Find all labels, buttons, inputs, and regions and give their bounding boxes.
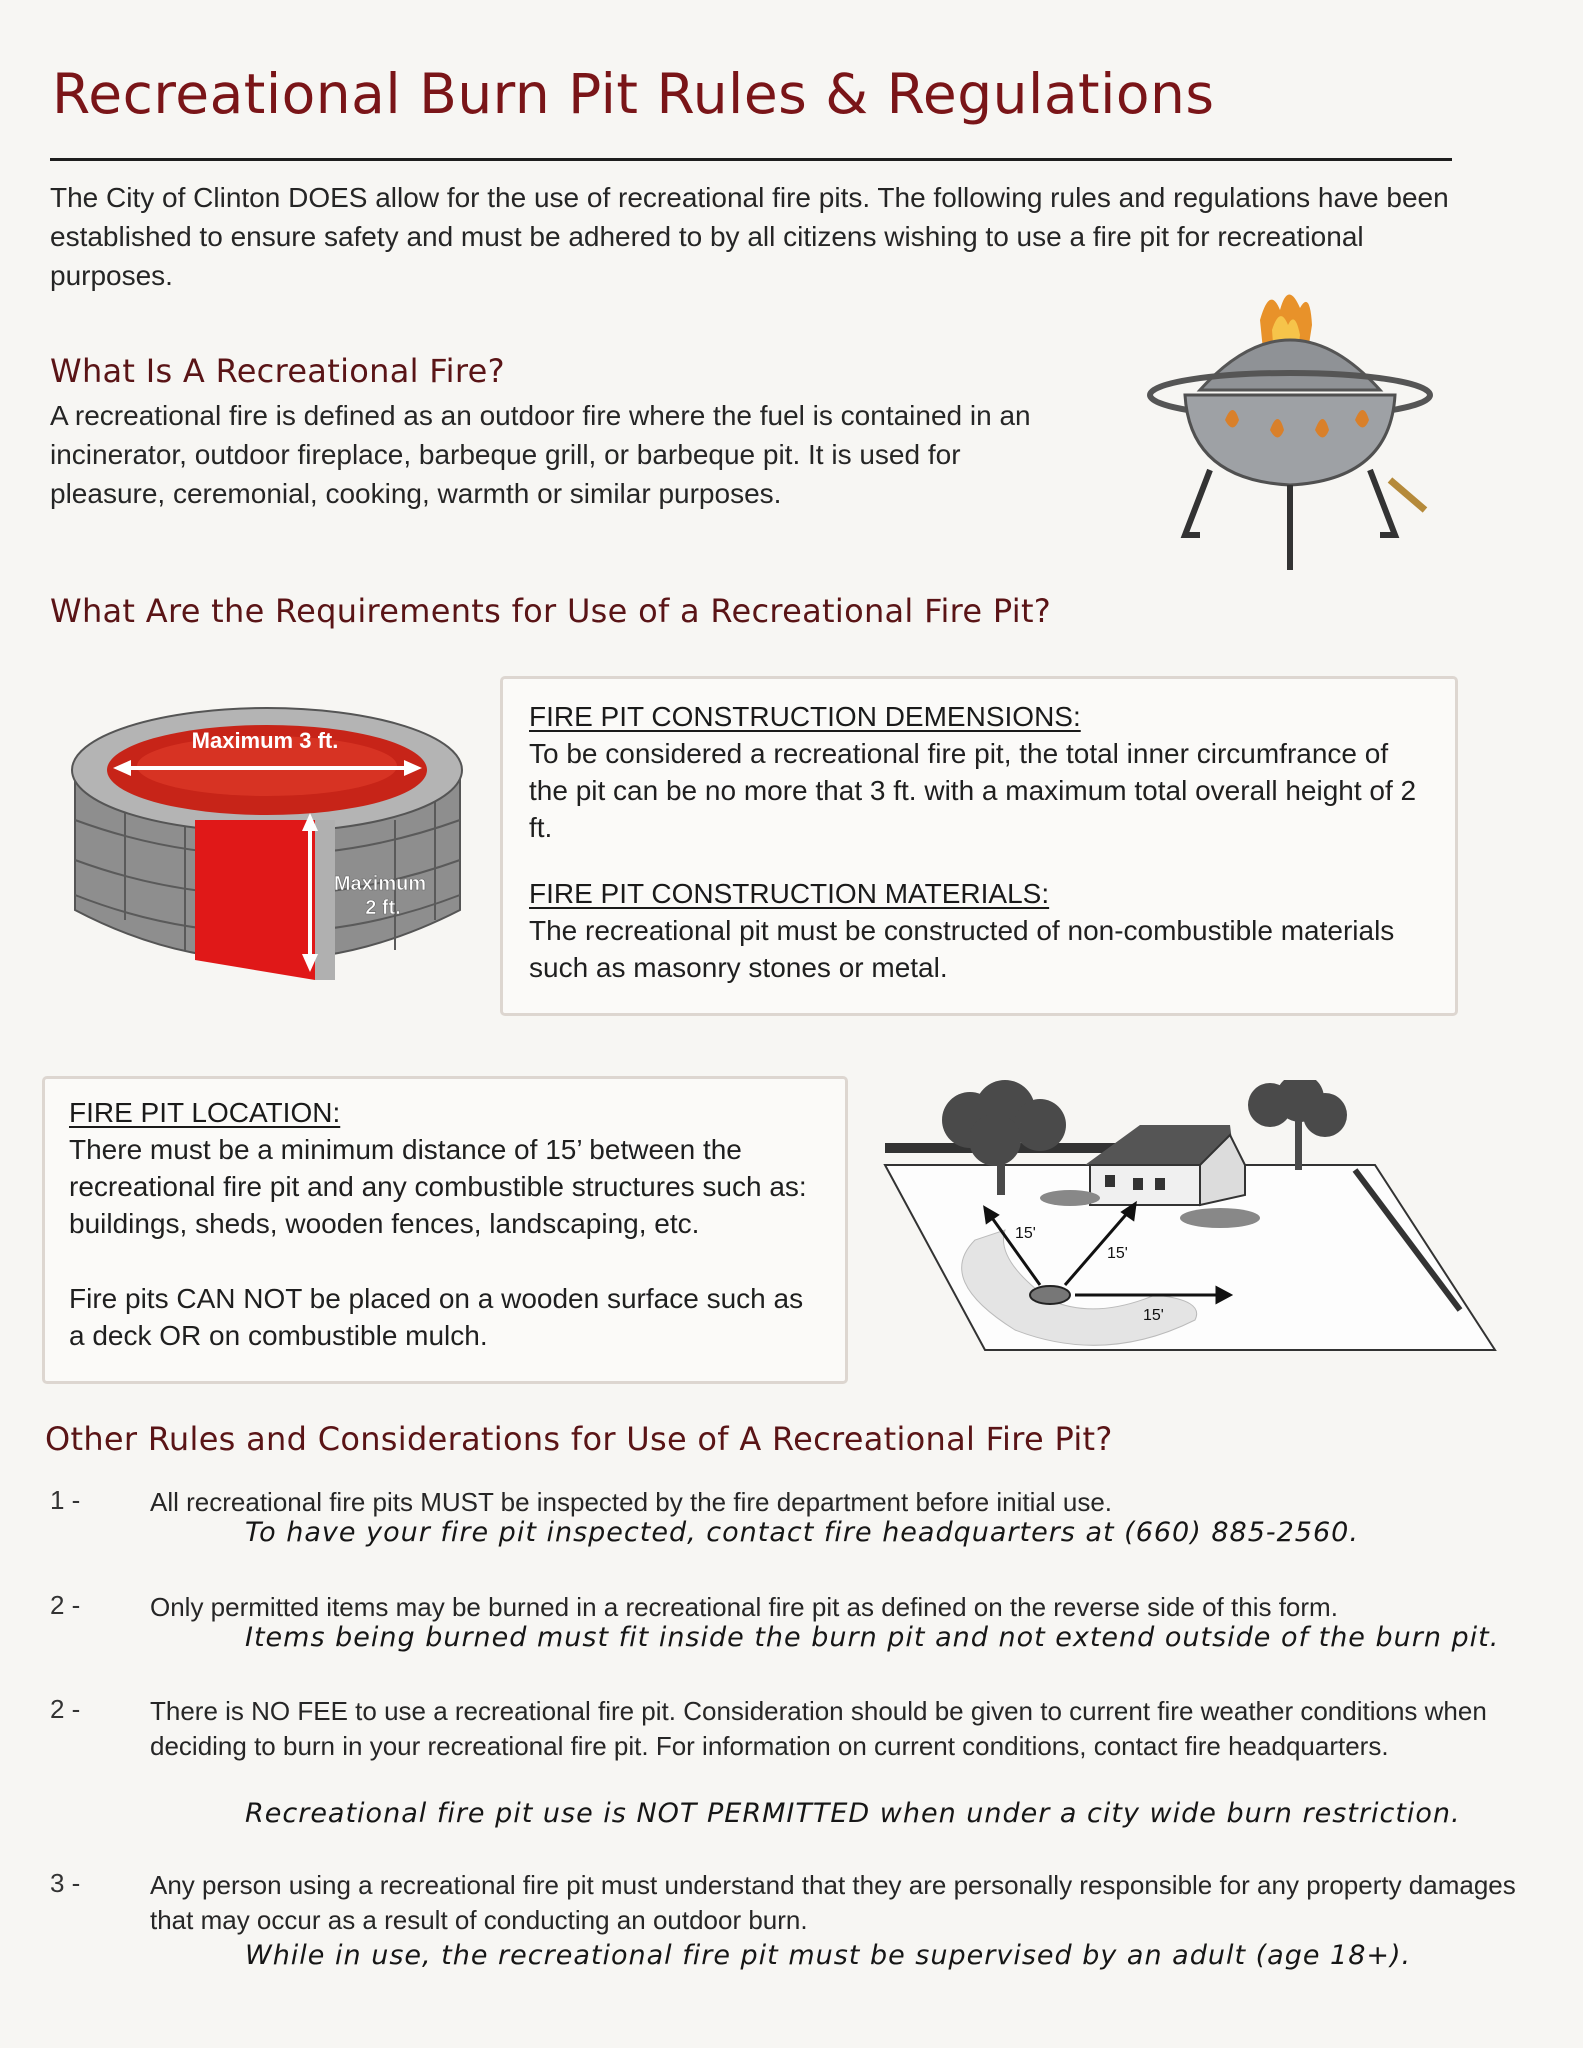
location-title: FIRE PIT LOCATION: [69, 1097, 341, 1128]
location-box [42, 1076, 848, 1384]
other-rules-heading: Other Rules and Considerations for Use of A Recreational Fire Pit? [45, 1420, 1113, 1458]
dimensions-text: To be considered a recreational fire pit, the total inner circumfrance of the pit can be no more that 3 ft. with a maximum total overall height of 2 ft. [529, 738, 1417, 843]
rule-number: 1 - [50, 1485, 81, 1515]
rule-text: All recreational fire pits MUST be inspected by the fire department before initial use. [150, 1487, 1112, 1517]
rule-note: Items being burned must fit inside the burn pit and not extend outside of the burn pit. [245, 1622, 1500, 1653]
intro-paragraph: The City of Clinton DOES allow for the use of recreational fire pits. The following rules and regulations have been established to ensure safety and must be adhered to by all citizens wishing to use a fire pit for recreational purposes. [50, 182, 1449, 291]
rule-note: Recreational fire pit use is NOT PERMITTED when under a city wide burn restriction. [245, 1798, 1461, 1829]
rule-text: Any person using a recreational fire pit must understand that they are personally responsible for any property damages that may occur as a result of conducting an outdoor burn. [150, 1870, 1516, 1935]
what-is-text: A recreational fire is defined as an outdoor fire where the fuel is contained in an incinerator, outdoor fireplace, barbeque grill, or barbeque pit. It is used for pleasure, ceremonial, cooking, warmth or similar purposes. [50, 400, 1031, 509]
location-text-2: Fire pits CAN NOT be placed on a wooden surface such as a deck OR on combustible mulch. [69, 1283, 804, 1351]
rule-number: 2 - [50, 1694, 81, 1724]
yard-setback-diagram [875, 1080, 1500, 1370]
title-divider [50, 158, 1452, 161]
page-title: Recreational Burn Pit Rules & Regulations [52, 62, 1215, 126]
rule-note: To have your fire pit inspected, contact fire headquarters at (660) 885-2560. [245, 1517, 1359, 1548]
requirements-heading: What Are the Requirements for Use of a Recreational Fire Pit? [50, 592, 1052, 630]
height-label-line1: Maximum [333, 873, 427, 895]
materials-text: The recreational pit must be constructed of non-combustible materials such as masonry stones or metal. [529, 915, 1395, 983]
distance-label-1: 15' [1015, 1225, 1036, 1242]
location-text: There must be a minimum distance of 15’ between the recreational fire pit and any combustible structures such as: buildings, sheds, wooden fences, landscaping, etc. [69, 1134, 807, 1239]
rule-item [50, 1694, 1500, 1834]
rule-item [50, 1868, 1516, 1978]
what-is-heading: What Is A Recreational Fire? [50, 352, 505, 390]
dimensions-title: FIRE PIT CONSTRUCTION DEMENSIONS: [529, 701, 1081, 732]
rule-number: 3 - [50, 1868, 81, 1898]
materials-title: FIRE PIT CONSTRUCTION MATERIALS: [529, 878, 1050, 909]
rule-text: There is NO FEE to use a recreational fire pit. Consideration should be given to current fire weather conditions when deciding to burn in your recreational fire pit. For information on current conditions, contact fire headquarters. [150, 1696, 1487, 1761]
pit-dimension-diagram [65, 690, 470, 1010]
rule-note: While in use, the recreational fire pit must be supervised by an adult (age 18+). [245, 1940, 1412, 1971]
diameter-label: Maximum 3 ft. [191, 728, 339, 753]
rule-item [50, 1590, 1500, 1660]
fire-pit-illustration [1140, 280, 1440, 580]
distance-label-3: 15' [1143, 1307, 1164, 1324]
rule-text: Only permitted items may be burned in a recreational fire pit as defined on the reverse side of this form. [150, 1592, 1338, 1622]
height-label-line2: 2 ft. [365, 897, 401, 919]
rule-number: 2 - [50, 1590, 81, 1620]
distance-label-2: 15' [1107, 1245, 1128, 1262]
rule-item [50, 1485, 1500, 1555]
construction-box [500, 676, 1458, 1016]
